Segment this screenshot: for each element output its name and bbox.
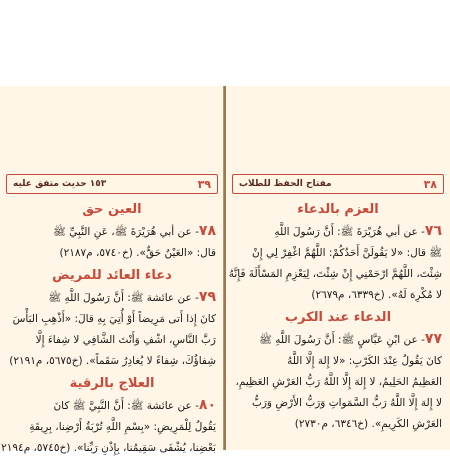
section-heading: العين حق	[82, 202, 142, 217]
left-page-body	[1, 198, 216, 454]
section-heading: الدعاء عند الكرب	[284, 310, 392, 325]
section-heading: دعاء العائد للمريض	[52, 268, 172, 283]
text-line: لا مُكْرِهَ لَهُ». (خ٦٣٣٩، م٢٦٧٩)	[311, 289, 442, 301]
header-title: مفتاح الحفظ للطلاب	[239, 179, 332, 189]
hadith-number: ٧٦	[424, 223, 442, 239]
text-line	[8, 221, 216, 243]
text-line	[234, 221, 442, 243]
left-page	[0, 86, 224, 454]
text-line	[8, 395, 216, 417]
header-title: ١٥٣ حديث متفق عليه	[13, 179, 107, 189]
text-line: كانَ إِذا أَتى مَرِيضاً أَوْ أُتِيَ بِهِ قالَ: «أَذْهِبِ البَأْسَ	[12, 313, 216, 325]
text-line: كانَ يَقُولُ عِنْدَ الكَرْبِ: «لا إِلهَ إِلَّا اللَّهُ	[287, 355, 442, 367]
hadith-number: ٧٩	[198, 289, 216, 305]
text-line: قال: «العَيْنُ حَقٌّ». (خ٥٧٤٠، م٢١٨٧)	[59, 247, 216, 259]
right-page-body	[228, 198, 442, 450]
text-line: يَقُولُ لِلْمَرِيضِ: «بِسْمِ اللَّهِ تُرْبَةُ أَرْضِنا، بِرِيقَةِ	[29, 421, 216, 433]
text-line	[8, 287, 216, 309]
section-heading: العزم بالدعاء	[297, 202, 379, 217]
line-text: - عن أبي هُرَيْرَةَ ﷺ: أَنَّ رَسُولَ اللَّهِ	[274, 226, 425, 238]
right-page-header	[232, 174, 444, 194]
line-text: - عن ابْنِ عَبَّاسٍ ﷺ: أَنَّ رَسُولَ اللَّهِ ﷺ	[259, 334, 425, 346]
text-line: رَبَّ النَّاسِ، اشْفِ وَأَنْتَ الشَّافِي لا شِفاءَ إِلَّا	[35, 334, 216, 346]
text-line: شِئْتَ، اللَّهُمَّ ارْحَمْنِي إِنْ شِئْتَ، لِيَعْزِمِ المَسْأَلَةَ فَإِنَّهُ	[228, 268, 442, 280]
text-line: العَرْشِ الكَرِيمِ». (خ٦٣٤٦، م٢٧٣٠)	[294, 418, 442, 430]
hadith-number: ٧٨	[198, 223, 216, 239]
text-line	[234, 329, 442, 351]
section-heading: العلاج بالرقية	[69, 376, 155, 391]
line-text: - عن أبي هُرَيْرَةَ ﷺ، عَنِ النَّبِيِّ ﷺ	[53, 226, 199, 238]
right-page	[226, 86, 450, 450]
text-line: العَظِيمُ الحَلِيمُ، لا إِلهَ إِلَّا اللَّهُ رَبُّ العَرْشِ العَظِيمِ،	[235, 376, 442, 388]
line-text: - عن عائشة ﷺ: أَنَّ رَسُولَ اللَّهِ ﷺ	[48, 292, 199, 304]
hadith-number: ٧٧	[424, 331, 442, 347]
text-line: بَعْضِنا، يُشْفَى سَقِيمُنا، بِإِذْنِ رَبِّنا». (خ٥٧٤٥، م٢١٩٤	[1, 442, 216, 454]
text-line: ﷺ قال: «لا يَقُولَنَّ أَحَدُكُمْ: اللَّهُمَّ اغْفِرْ لِي إِنْ	[252, 247, 442, 259]
hadith-number: ٨٠	[198, 397, 216, 413]
page-number: ٣٨	[423, 177, 437, 191]
line-text: - عن عائشة ﷺ: أَنَّ النَّبِيَّ ﷺ كانَ	[53, 400, 199, 412]
page-number: ٣٩	[197, 177, 211, 191]
background	[0, 0, 450, 86]
text-line: شِفاؤُكَ، شِفاءً لا يُغادِرُ سَقَماً». (خ٥٦٧٥، م٢١٩١)	[9, 355, 216, 367]
text-line: لا إِلهَ إِلَّا اللَّهُ رَبُّ السَّمَواتِ وَرَبُّ الأَرْضِ وَرَبُّ	[251, 397, 442, 409]
left-page-header	[6, 174, 218, 194]
